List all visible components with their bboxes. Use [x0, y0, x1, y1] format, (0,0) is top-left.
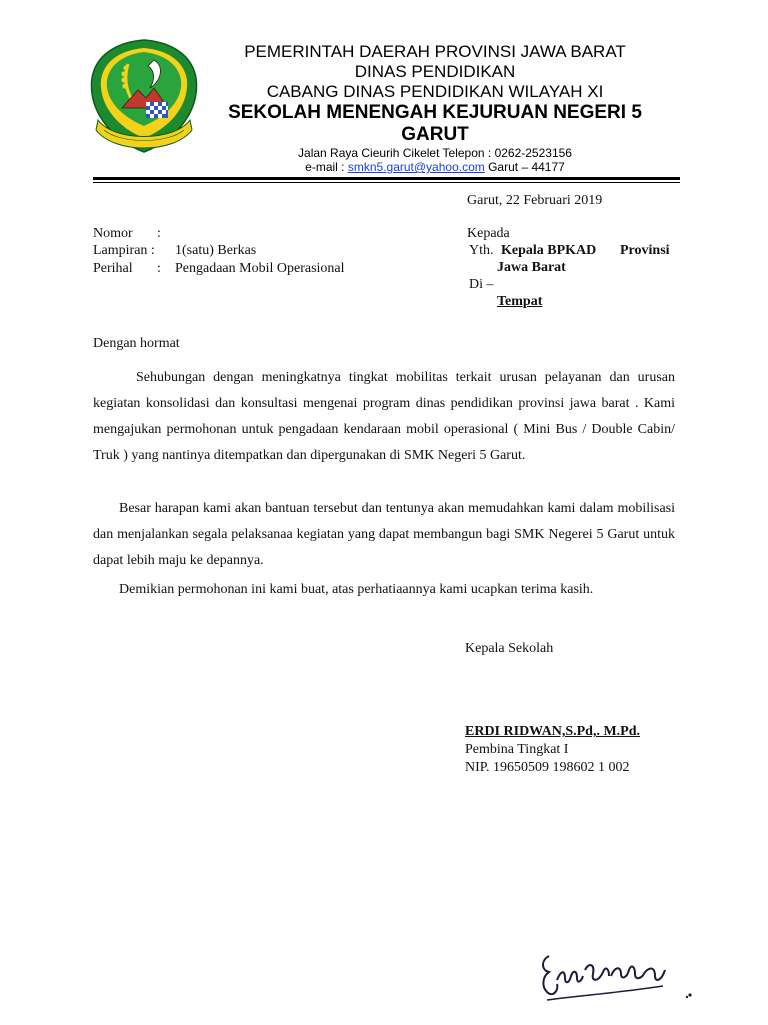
perihal-value: Pengadaan Mobil Operasional: [175, 261, 345, 276]
recipient-name: Kepala BPKAD: [501, 243, 597, 258]
letterhead-email-line: [210, 160, 660, 174]
handwritten-signature: [535, 940, 695, 1020]
email-suffix: Garut – 44177: [484, 160, 565, 174]
body-paragraph-2: Besar harapan kami akan bantuan tersebut dan tentunya akan memudahkan kami dalam mobilisasi dan menjalankan segala pelaksanaa kegiatan yang dapat membangun bagi SMK Negerei 5 Garut untuk dapat lebih maju ke depannya.: [93, 501, 675, 568]
perihal-separator: :: [157, 261, 161, 276]
nomor-label: Nomor: [93, 226, 133, 241]
recipient-region: Jawa Barat: [497, 260, 566, 275]
salutation: Dengan hormat: [93, 336, 180, 351]
recipient-place: Tempat: [497, 294, 543, 309]
signatory-name: ERDI RIDWAN,S.Pd,. M.Pd.: [465, 724, 641, 739]
email-prefix: e-mail :: [305, 160, 348, 174]
email-link[interactable]: smkn5.garut@yahoo.com: [347, 160, 485, 174]
nomor-separator: :: [157, 226, 161, 241]
letterhead-government: PEMERINTAH DAERAH PROVINSI JAWA BARAT: [244, 42, 626, 61]
lampiran-label: Lampiran :: [93, 243, 155, 258]
signatory-nip: NIP. 19650509 198602 1 002: [465, 760, 630, 775]
recipient-di: Di –: [469, 277, 494, 292]
letterhead-address: Jalan Raya Cieurih Cikelet Telepon : 0262-2523156: [298, 146, 572, 160]
signatory-rank: Pembina Tingkat I: [465, 742, 569, 757]
letterhead-branch: CABANG DINAS PENDIDIKAN WILAYAH XI: [266, 82, 604, 101]
letterhead-city: GARUT: [401, 124, 469, 145]
letterhead-school: SEKOLAH MENENGAH KEJURUAN NEGERI 5: [228, 102, 642, 123]
letterhead-rule-thick: [93, 177, 680, 180]
west-java-emblem: [88, 38, 200, 156]
letter-date: Garut, 22 Februari 2019: [467, 193, 603, 208]
recipient-kepada: Kepada: [467, 226, 510, 241]
letterhead-agency: DINAS PENDIDIKAN: [354, 62, 516, 81]
lampiran-value: 1(satu) Berkas: [175, 243, 257, 258]
body-paragraph-3: Demikian permohonan ini kami buat, atas perhatiaannya kami ucapkan terima kasih.: [119, 582, 594, 597]
recipient-yth: Yth.: [469, 243, 494, 258]
perihal-label: Perihal: [93, 261, 133, 276]
body-paragraph-1: Sehubungan dengan meningkatnya tingkat mobilitas terkait urusan pelayanan dan urusan kegiatan konsolidasi dan konsultasi mengenai program dinas pendidikan provinsi jawa barat . Kami mengajukan permohonan untuk pengadaan kendaraan mobil operasional ( Mini Bus / Double Cabin/ Truk ) yang nantinya ditempatkan dan dipergunakan di SMK Negeri 5 Garut.: [93, 370, 675, 463]
signatory-title: Kepala Sekolah: [465, 641, 554, 656]
letterhead-rule-thin: [93, 182, 680, 183]
recipient-name-provinsi: Provinsi: [620, 243, 670, 258]
